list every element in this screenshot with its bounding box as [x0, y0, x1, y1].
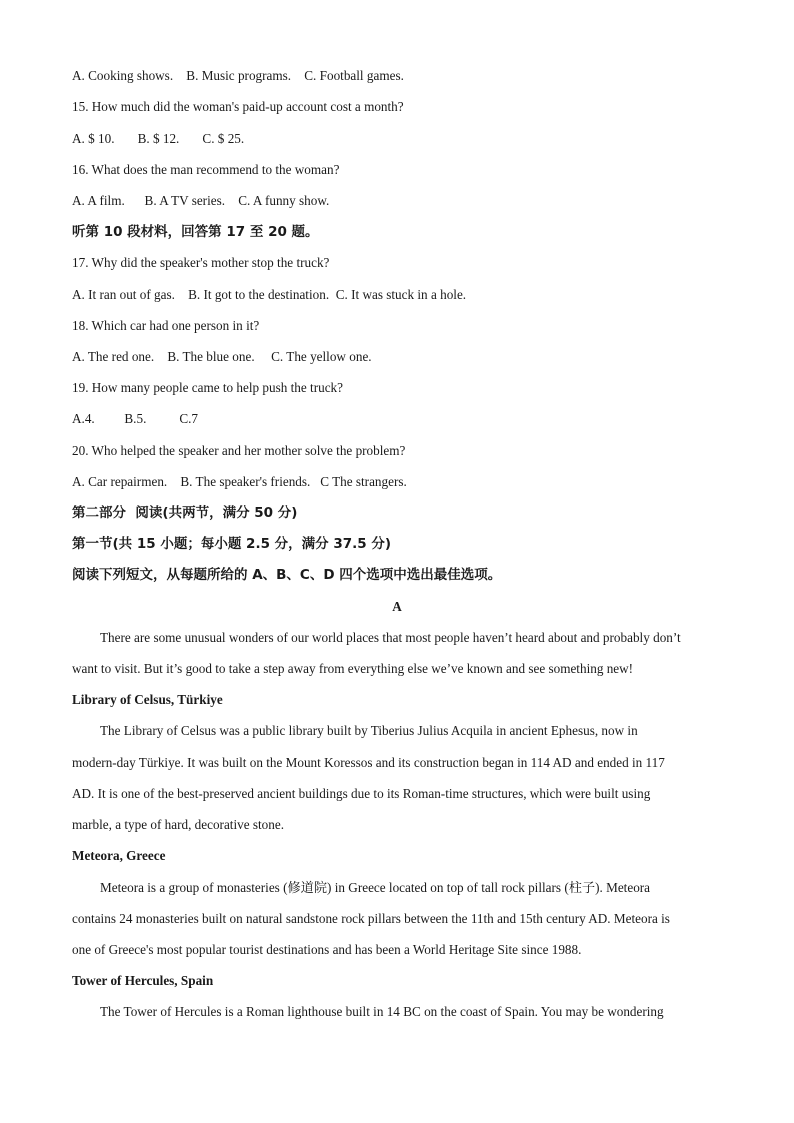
q17-question: 17. Why did the speaker's mother stop the truck? — [72, 255, 330, 270]
intro-line-1: There are some unusual wonders of our world places that most people haven’t heard about and probably don’t — [100, 630, 681, 645]
meteora-line-2: contains 24 monasteries built on natural sandstone rock pillars between the 11th and 15th century AD. Meteora is — [72, 911, 670, 926]
meteora-line-3: one of Greece's most popular tourist destinations and has been a World Heritage Site since 1988. — [72, 942, 582, 957]
celsus-title: Library of Celsus, Türkiye — [72, 692, 223, 707]
q19-question: 19. How many people came to help push the truck? — [72, 380, 344, 395]
part-two-heading: 第二部分 阅读(共两节，满分 50 分) — [72, 505, 298, 521]
q15-question: 15. How much did the woman's paid-up account cost a month? — [72, 99, 404, 114]
reading-instruction: 阅读下列短文，从每题所给的 A、B、C、D 四个选项中选出最佳选项。 — [72, 567, 502, 583]
hercules-line-1: The Tower of Hercules is a Roman lighthouse built in 14 BC on the coast of Spain. You may be wondering — [100, 1004, 664, 1019]
celsus-line-1: The Library of Celsus was a public library built by Tiberius Julius Acquila in ancient Ephesus, now in — [100, 723, 638, 738]
q18-question: 18. Which car had one person in it? — [72, 318, 260, 333]
hercules-title: Tower of Hercules, Spain — [72, 973, 214, 988]
meteora-title: Meteora, Greece — [72, 848, 166, 863]
celsus-line-3: AD. It is one of the best-preserved ancient buildings due to its Roman-time structures, which were built using — [72, 786, 651, 801]
section-one-heading: 第一节(共 15 小题；每小题 2.5 分，满分 37.5 分) — [72, 536, 392, 552]
celsus-line-2: modern-day Türkiye. It was built on the Mount Koressos and its construction began in 114 AD and ended in 117 — [72, 755, 665, 770]
q14-options: A. Cooking shows. B. Music programs. C. Football games. — [72, 68, 404, 83]
q16-options: A. A film. B. A TV series. C. A funny show. — [72, 193, 330, 208]
q16-question: 16. What does the man recommend to the woman? — [72, 162, 340, 177]
celsus-line-4: marble, a type of hard, decorative stone. — [72, 817, 285, 832]
q20-options: A. Car repairmen. B. The speaker's friends. C The strangers. — [72, 474, 407, 489]
passage-label: A — [392, 599, 402, 614]
intro-line-2: want to visit. But it’s good to take a step away from everything else we’ve known and see something new! — [72, 661, 634, 676]
q19-options: A.4. B.5. C.7 — [72, 411, 199, 426]
q15-options: A. $ 10. B. $ 12. C. $ 25. — [72, 131, 245, 146]
q17-options: A. It ran out of gas. B. It got to the destination. C. It was stuck in a hole. — [72, 287, 467, 302]
section10-heading: 听第 10 段材料，回答第 17 至 20 题。 — [72, 224, 319, 240]
q20-question: 20. Who helped the speaker and her mother solve the problem? — [72, 443, 406, 458]
meteora-line-1: Meteora is a group of monasteries (修道院) in Greece located on top of tall rock pillars (柱子). Meteora — [100, 880, 651, 895]
q18-options: A. The red one. B. The blue one. C. The yellow one. — [72, 349, 372, 364]
